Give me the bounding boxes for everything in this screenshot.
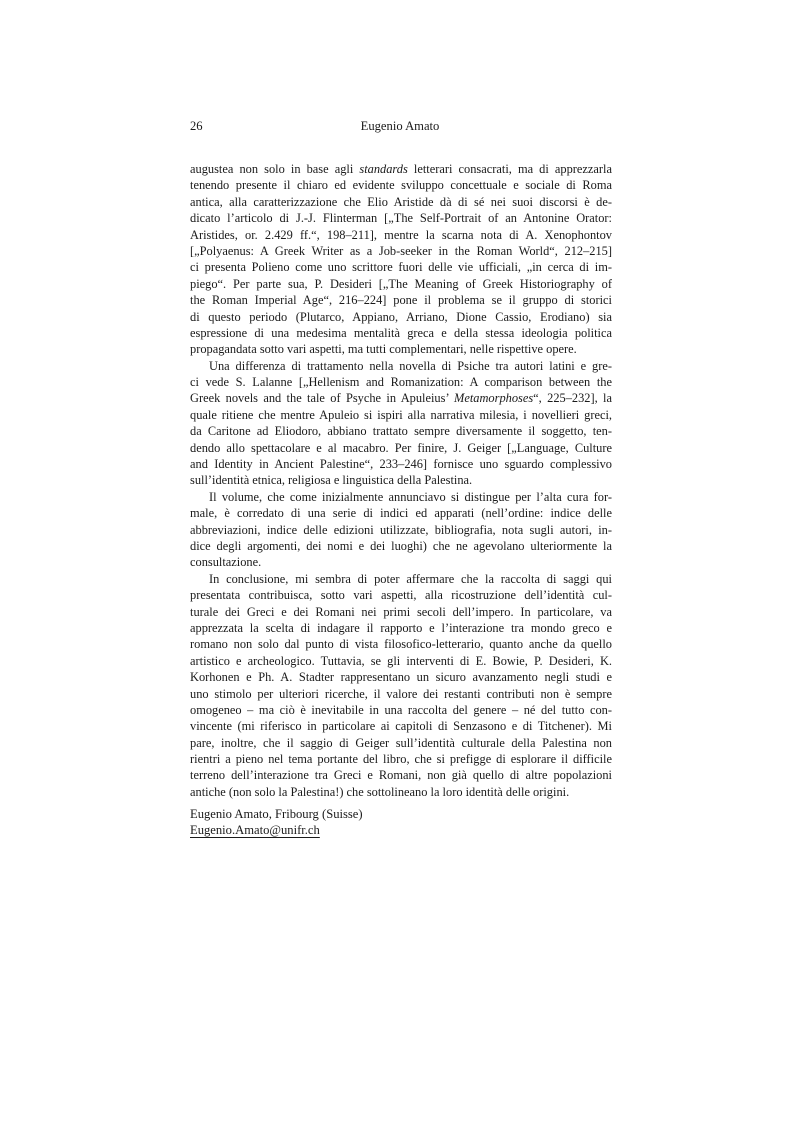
text-line: consultazione. bbox=[190, 555, 262, 570]
text-line: Aristides, or. 2.429 ff.“, 198–211], mentre la scarna nota di A. Xenophontov bbox=[190, 227, 612, 242]
text-segment: letterari consacrati, ma di apprezzarla bbox=[407, 162, 612, 176]
text-line: ci presenta Polieno come uno scrittore fuori delle vie ufficiali, „in cerca di im- bbox=[190, 260, 612, 275]
text-line: Korhonen e Ph. A. Stadter rappresentano un sicuro avanzamento negli studi e bbox=[190, 670, 612, 685]
text-line: propagandata sotto vari aspetti, ma tutti complementari, nelle rispettive opere. bbox=[190, 342, 577, 357]
author-email-link[interactable]: Eugenio.Amato@unifr.ch bbox=[190, 823, 320, 838]
text-line: artistico e archeologico. Tuttavia, se gli interventi di E. Bowie, P. Desideri, K. bbox=[190, 653, 612, 668]
text-line: quale ritiene che mentre Apuleio si ispiri alla narrativa milesia, i novellieri greci, bbox=[190, 407, 612, 422]
text-line: the Roman Imperial Age“, 216–224] pone il problema se il gruppo di storici bbox=[190, 293, 612, 308]
paragraph bbox=[190, 489, 612, 571]
text-line: In conclusione, mi sembra di poter affermare che la raccolta di saggi qui bbox=[209, 571, 612, 586]
text-line bbox=[190, 390, 612, 406]
text-line: dice degli argomenti, dei nomi e dei luoghi) che ne agevolano ulteriormente la bbox=[190, 538, 612, 553]
signature bbox=[190, 806, 363, 839]
text-line: terreno dell’interazione tra Greci e Romani, non già quello di altre popolazioni bbox=[190, 768, 612, 783]
text-line: presentata contribuisca, sotto vari aspetti, alla ricostruzione dell’identità cul- bbox=[190, 588, 612, 603]
author-affiliation: Eugenio Amato, Fribourg (Suisse) bbox=[190, 807, 363, 821]
text-line: da Caritone ad Eliodoro, abbiano trattato sempre diversamente il soggetto, ten- bbox=[190, 424, 612, 439]
paragraph bbox=[190, 358, 612, 489]
text-line: dicato l’articolo di J.-J. Flinterman [„The Self-Portrait of an Antonine Orator: bbox=[190, 211, 612, 226]
text-line: Il volume, che come inizialmente annunciavo si distingue per l’alta cura for- bbox=[209, 489, 612, 504]
text-line: and Identity in Ancient Palestine“, 233–246] fornisce uno sguardo complessivo bbox=[190, 457, 612, 472]
text-line: tenendo presente il chiaro ed evidente sviluppo concettuale e sociale di Roma bbox=[190, 178, 612, 193]
text-line: pare, inoltre, che il saggio di Geiger sull’identità culturale della Palestina non bbox=[190, 735, 612, 750]
text-line: piego“. Per parte sua, P. Desideri [„The Meaning of Greek Historiography of bbox=[190, 276, 612, 291]
review-body bbox=[190, 161, 612, 800]
paragraph bbox=[190, 571, 612, 800]
text-segment: “, 225–232], la bbox=[533, 391, 613, 406]
text-line: apprezzata la scelta di indagare il rapporto e l’interazione tra mondo greco e bbox=[190, 620, 612, 635]
text-line: Una differenza di trattamento nella novella di Psiche tra autori latini e gre- bbox=[209, 358, 612, 373]
text-segment: augustea non solo in base agli bbox=[190, 162, 360, 176]
text-line: omogeneo – ma ciò è inevitabile in una raccolta del genere – né del tutto con- bbox=[190, 702, 612, 717]
running-head: Eugenio Amato bbox=[360, 119, 440, 133]
text-line: abbreviazioni, indice delle edizioni utilizzate, bibliografia, nota sugli autori, in- bbox=[190, 522, 612, 537]
text-line: antica, alla caratterizzazione che Elio Aristide dà di sé nei suoi discorsi è de- bbox=[190, 194, 612, 209]
italic-title: standards bbox=[359, 162, 408, 176]
text-line: sull’identità etnica, religiosa e linguistica della Palestina. bbox=[190, 473, 473, 488]
text-line: [„Polyaenus: A Greek Writer as a Job-seeker in the Roman World“, 212–215] bbox=[190, 243, 612, 258]
text-line: romano non solo dal punto di vista filosofico-letterario, quanto anche da quello bbox=[190, 637, 612, 652]
paragraph bbox=[190, 161, 612, 358]
text-line: espressione di una medesima mentalità greca e della stessa ideologia politica bbox=[190, 325, 612, 340]
text-line: male, è corredato di una serie di indici ed apparati (nell’ordine: indice delle bbox=[190, 506, 612, 521]
text-line: dendo allo spettacolare e al macabro. Per finire, J. Geiger [„Language, Culture bbox=[190, 440, 612, 455]
text-segment: Greek novels and the tale of Psyche in Apuleius’ bbox=[190, 391, 455, 406]
text-line: vincente (mi riferisco in particolare ai capitoli di Senzasono e di Titchener). Mi bbox=[190, 719, 612, 734]
text-line bbox=[190, 161, 612, 177]
italic-title: Metamorphoses bbox=[454, 391, 534, 406]
text-line: di questo periodo (Plutarco, Appiano, Arriano, Dione Cassio, Erodiano) sia bbox=[190, 309, 612, 324]
text-line: uno stimolo per ulteriori ricerche, il valore dei restanti contributi non è sempre bbox=[190, 686, 612, 701]
text-line: ci vede S. Lalanne [„Hellenism and Romanization: A comparison between the bbox=[190, 375, 612, 390]
text-line: rientri a pieno nel tema portante del libro, che si prefigge di esplorare il difficile bbox=[190, 752, 612, 767]
text-line: turale dei Greci e dei Romani nei primi secoli dell’impero. In particolare, va bbox=[190, 604, 612, 619]
page-number: 26 bbox=[190, 119, 203, 133]
text-line: antiche (non solo la Palestina!) che sottolineano la loro identità delle origini. bbox=[190, 784, 570, 799]
